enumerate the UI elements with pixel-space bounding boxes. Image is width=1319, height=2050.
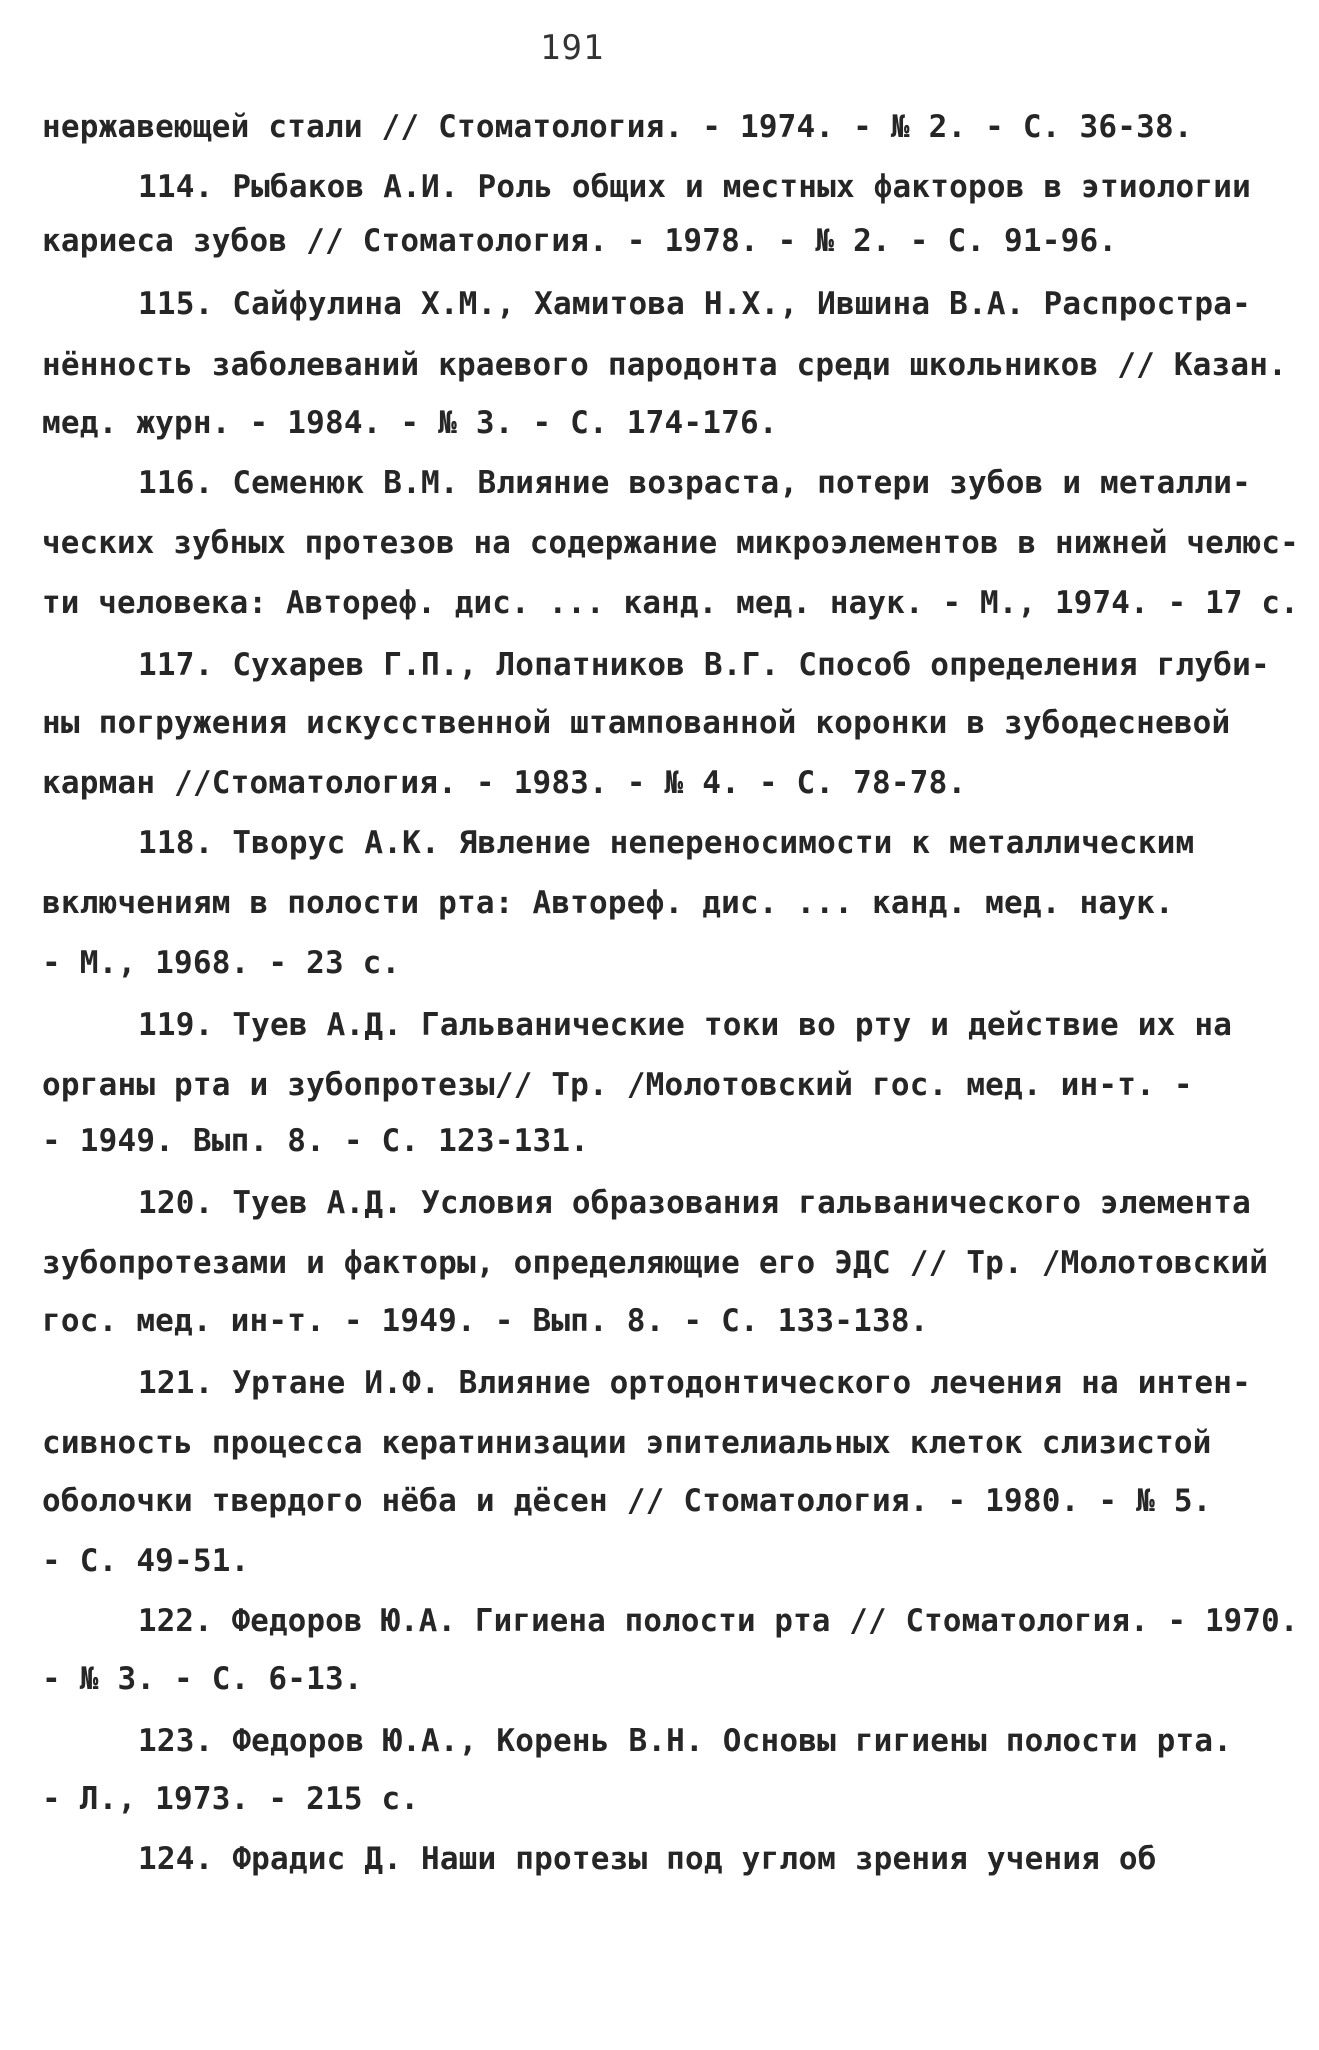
text-line: включениям в полости рта: Автореф. дис. ... канд. мед. наук. [42, 885, 1174, 921]
text-line: 115. Сайфулина Х.М., Хамитова Н.Х., Ившина В.А. Распростра- [138, 286, 1251, 322]
text-line: 120. Туев А.Д. Условия образования гальванического элемента [138, 1185, 1251, 1221]
text-line: гос. мед. ин-т. - 1949. - Вып. 8. - С. 133-138. [42, 1303, 929, 1339]
page-number: 191 [540, 28, 605, 68]
text-line: 122. Федоров Ю.А. Гигиена полости рта // Стоматология. - 1970. [138, 1603, 1299, 1639]
text-line: 123. Федоров Ю.А., Корень В.Н. Основы гигиены полости рта. [138, 1723, 1233, 1759]
text-line: 117. Сухарев Г.П., Лопатников В.Г. Способ определения глуби- [138, 647, 1270, 683]
text-line: 124. Фрадис Д. Наши протезы под углом зрения учения об [138, 1841, 1157, 1877]
text-line: - Л., 1973. - 215 с. [42, 1781, 420, 1817]
text-line: зубопротезами и факторы, определяющие его ЭДС // Тр. /Молотовский [42, 1245, 1269, 1281]
text-line: мед. журн. - 1984. - № 3. - С. 174-176. [42, 405, 778, 441]
text-line: органы рта и зубопротезы// Тр. /Молотовский гос. мед. ин-т. - [42, 1067, 1193, 1103]
text-line: карман //Стоматология. - 1983. - № 4. - С. 78-78. [42, 765, 967, 801]
text-line: 118. Творус А.К. Явление непереносимости к металлическим [138, 825, 1195, 861]
text-line: оболочки твердого нёба и дёсен // Стоматология. - 1980. - № 5. [42, 1483, 1212, 1519]
text-line: кариеса зубов // Стоматология. - 1978. - № 2. - С. 91-96. [42, 223, 1118, 259]
text-line: - № 3. - С. 6-13. [42, 1661, 363, 1697]
text-line: ти человека: Автореф. дис. ... канд. мед. наук. - М., 1974. - 17 с. [42, 585, 1299, 621]
text-line: 116. Семенюк В.М. Влияние возраста, потери зубов и металли- [138, 465, 1251, 501]
text-line: - С. 49-51. [42, 1543, 250, 1579]
text-line: - М., 1968. - 23 с. [42, 945, 401, 981]
text-line: - 1949. Вып. 8. - С. 123-131. [42, 1123, 590, 1159]
text-line: сивность процесса кератинизации эпителиальных клеток слизистой [42, 1425, 1212, 1461]
text-line: 114. Рыбаков А.И. Роль общих и местных факторов в этиологии [138, 169, 1251, 205]
text-line: 119. Туев А.Д. Гальванические токи во рту и действие их на [138, 1007, 1233, 1043]
text-line: нержавеющей стали // Стоматология. - 1974. - № 2. - С. 36-38. [42, 109, 1193, 145]
text-line: нённость заболеваний краевого пародонта среди школьников // Казан. [42, 347, 1287, 383]
text-line: 121. Уртане И.Ф. Влияние ортодонтического лечения на интен- [138, 1365, 1251, 1401]
text-line: ны погружения искусственной штампованной коронки в зубодесневой [42, 705, 1231, 741]
text-line: ческих зубных протезов на содержание микроэлементов в нижней челюс- [42, 525, 1299, 561]
